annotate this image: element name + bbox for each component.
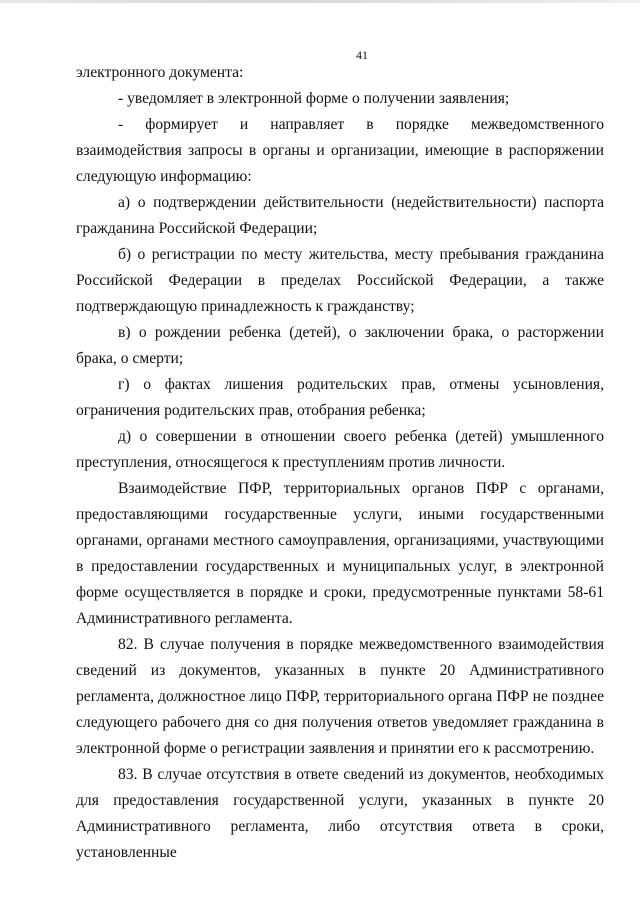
scan-top-edge xyxy=(0,0,640,3)
paragraph-clause-83: 83. В случае отсутствия в ответе сведений из документов, необходимых для предоставления государственной услуги, указанных в пункте 20 Административного регламента, либо отсутствия ответа в сроки, установленные xyxy=(76,766,604,861)
paragraph-item-b: б) о регистрации по месту жительства, месту пребывания гражданина Российской Федерации в пределах Российской Федерации, а также подтверждающую принадлежность к гражданству; xyxy=(76,246,604,315)
page-number: 41 xyxy=(356,48,368,62)
paragraph-item-d: д) о совершении в отношении своего ребенка (детей) умышленного преступления, относящегося к преступлениям против личности. xyxy=(76,428,604,471)
paragraph-item-a: а) о подтверждении действительности (недействительности) паспорта гражданина Российской Федерации; xyxy=(76,194,604,237)
paragraph-notify-bullet: - уведомляет в электронной форме о получении заявления; xyxy=(118,90,510,107)
paragraph-continuation: электронного документа: xyxy=(76,64,244,81)
paragraph-requests-bullet: - формирует и направляет в порядке межведомственного взаимодействия запросы в органы и организации, имеющие в распоряжении следующую информацию: xyxy=(76,116,604,185)
paragraph-interaction: Взаимодействие ПФР, территориальных органов ПФР с органами, предоставляющими государственные услуги, иными государственными органами, органами местного самоуправления, организациями, участвующими в предоставлении государственных и муниципальных услуг, в электронной форме осуществляется в порядке и сроки, предусмотренные пунктами 58-61 Административного регламента. xyxy=(76,480,604,627)
document-body xyxy=(76,60,604,866)
paragraph-item-v: в) о рождении ребенка (детей), о заключении брака, о расторжении брака, о смерти; xyxy=(76,324,604,367)
paragraph-item-g: г) о фактах лишения родительских прав, отмены усыновления, ограничения родительских прав, отобрания ребенка; xyxy=(76,376,604,419)
paragraph-clause-82: 82. В случае получения в порядке межведомственного взаимодействия сведений из документов, указанных в пункте 20 Административного регламента, должностное лицо ПФР, территориального органа ПФР не позднее следующего рабочего дня со дня получения ответов уведомляет гражданина в электронной форме о регистрации заявления и принятии его к рассмотрению. xyxy=(76,636,604,757)
